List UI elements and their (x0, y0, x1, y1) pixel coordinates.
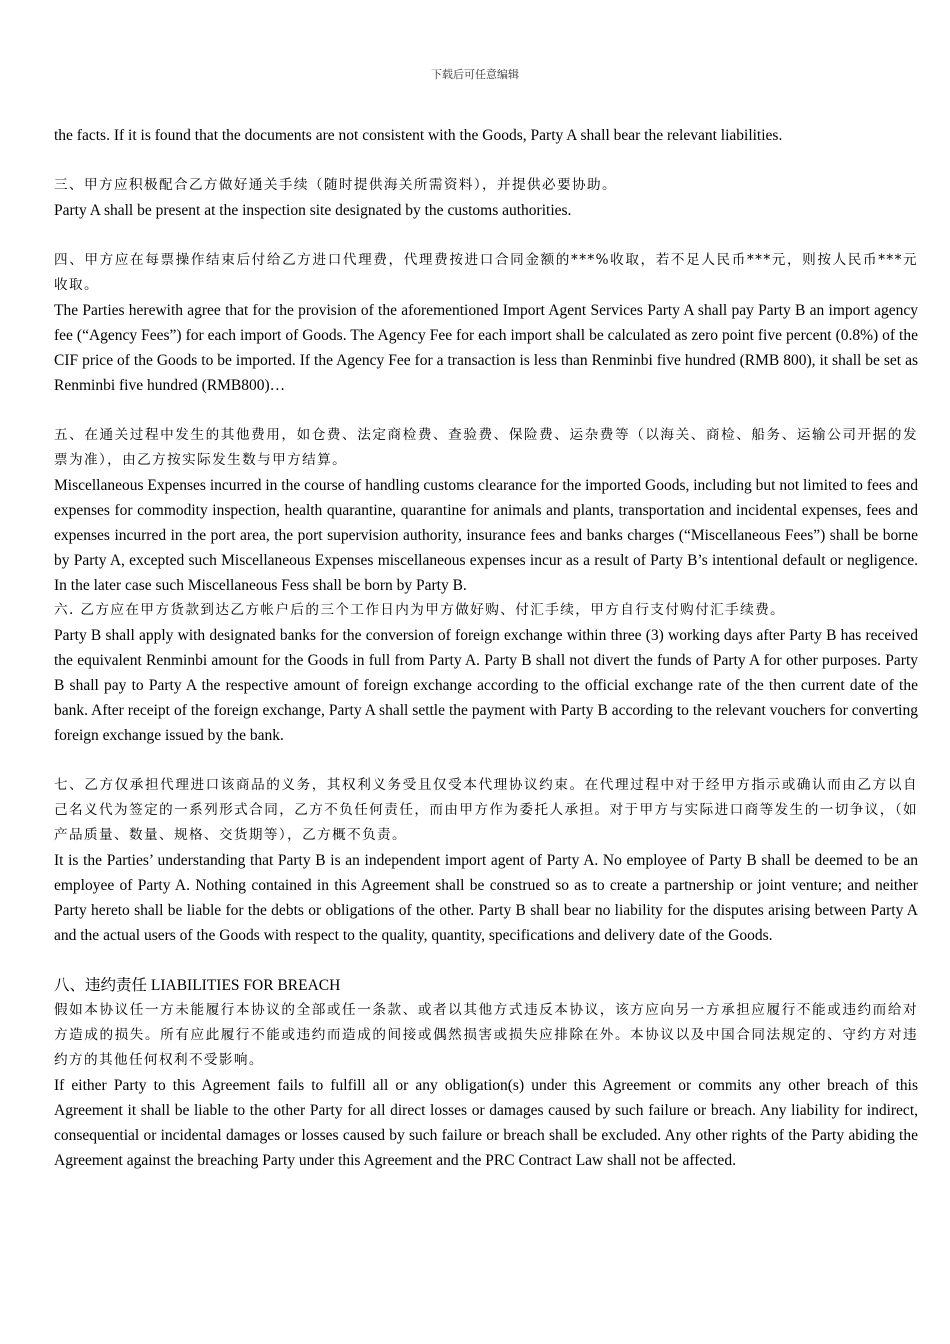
clause-6-zh: 六. 乙方应在甲方货款到达乙方帐户后的三个工作日内为甲方做好购、付汇手续，甲方自行支付购付汇手续费。 (54, 602, 786, 618)
paragraph-facts-en: the facts. If it is found that the documents are not consistent with the Goods, Party A shall bear the relevant liabilities. (54, 127, 783, 144)
spacer (54, 748, 918, 773)
clause-5-zh: 五、在通关过程中发生的其他费用，如仓费、法定商检费、查验费、保险费、运杂费等（以海关、商检、船务、运输公司开据的发票为准），由乙方按实际发生数与甲方结算。 (54, 427, 918, 468)
clause-3-zh: 三、甲方应积极配合乙方做好通关手续（随时提供海关所需资料），并提供必要协助。 (54, 177, 617, 193)
clause-8-title: 八、违约责任 LIABILITIES FOR BREACH (54, 977, 341, 994)
clause-8-en: If either Party to this Agreement fails to fulfill all or any obligation(s) under this Agreement or commits any other breach of this Agreement it shall be liable to the other Party for all direct losses or damages caused by such failure or breach. Any liability for indirect, consequential or incidental damages or losses caused by such failure or breach shall be excluded. Any other rights of the Party abiding the Agreement against the breaching Party under this Agreement and the PRC Contract Law shall not be affected. (54, 1077, 918, 1169)
clause-5-en: Miscellaneous Expenses incurred in the course of handling customs clearance for the imported Goods, including but not limited to fees and expenses for commodity inspection, health quarantine, quarantine for animals and plants, transportation and incidental expenses, fees and expenses incurred in the port area, the port supervision authority, insurance fees and banks charges (“Miscellaneous Fees”) shall be borne by Party A, excepted such Miscellaneous Expenses miscellaneous expenses incur as a result of Party B’s intentional default or negligence. In the later case such Miscellaneous Fess shall be born by Party B. (54, 477, 918, 594)
clause-3-en: Party A shall be present at the inspection site designated by the customs authorities. (54, 202, 572, 219)
clause-4-zh: 四、甲方应在每票操作结束后付给乙方进口代理费，代理费按进口合同金额的***%收取，若不足人民币***元，则按人民币***元收取。 (54, 252, 918, 293)
clause-4-en: The Parties herewith agree that for the provision of the aforementioned Import Agent Services Party A shall pay Party B an import agency fee (“Agency Fees”) for each import of Goods. The Agency Fee for each import shall be calculated as zero point five percent (0.8%) of the CIF price of the Goods to be imported. If the Agency Fee for a transaction is less than Renminbi five hundred (RMB 800), it shall be set as Renminbi five hundred (RMB800)… (54, 302, 918, 394)
clause-6-en: Party B shall apply with designated banks for the conversion of foreign exchange within three (3) working days after Party B has received the equivalent Renminbi amount for the Goods in full from Party A. Party B shall not divert the funds of Party A for other purposes. Party B shall pay to Party A the respective amount of foreign exchange according to the official exchange rate of the then current date of the bank. After receipt of the foreign exchange, Party A shall settle the payment with Party B according to the relevant vouchers for converting foreign exchange issued by the bank. (54, 627, 918, 744)
spacer (54, 398, 918, 423)
spacer (54, 948, 918, 973)
page-header: 下载后可任意编辑 (431, 68, 519, 81)
spacer (54, 223, 918, 248)
clause-7-zh: 七、乙方仅承担代理进口该商品的义务，其权利义务受且仅受本代理协议约束。在代理过程中对于经甲方指示或确认而由乙方以自己名义代为签定的一系列形式合同，乙方不负任何责任，而由甲方作为委托人承担。对于甲方与实际进口商等发生的一切争议，（如产品质量、数量、规格、交货期等），乙方概不负责。 (54, 777, 918, 843)
document-body (54, 123, 918, 1173)
clause-8-zh: 假如本协议任一方未能履行本协议的全部或任一条款、或者以其他方式违反本协议，该方应向另一方承担应履行不能或违约而给对方造成的损失。所有应此履行不能或违约而造成的间接或偶然损害或损失应排除在外。本协议以及中国合同法规定的、守约方对违约方的其他任何权利不受影响。 (54, 1002, 918, 1068)
clause-7-en: It is the Parties’ understanding that Party B is an independent import agent of Party A. No employee of Party B shall be deemed to be an employee of Party A. Nothing contained in this Agreement shall be construed so as to create a partnership or joint venture; and neither Party hereto shall be liable for the debts or obligations of the other. Party B shall bear no liability for the disputes arising between Party A and the actual users of the Goods with respect to the quality, quantity, specifications and delivery date of the Goods. (54, 852, 918, 944)
spacer (54, 148, 918, 173)
